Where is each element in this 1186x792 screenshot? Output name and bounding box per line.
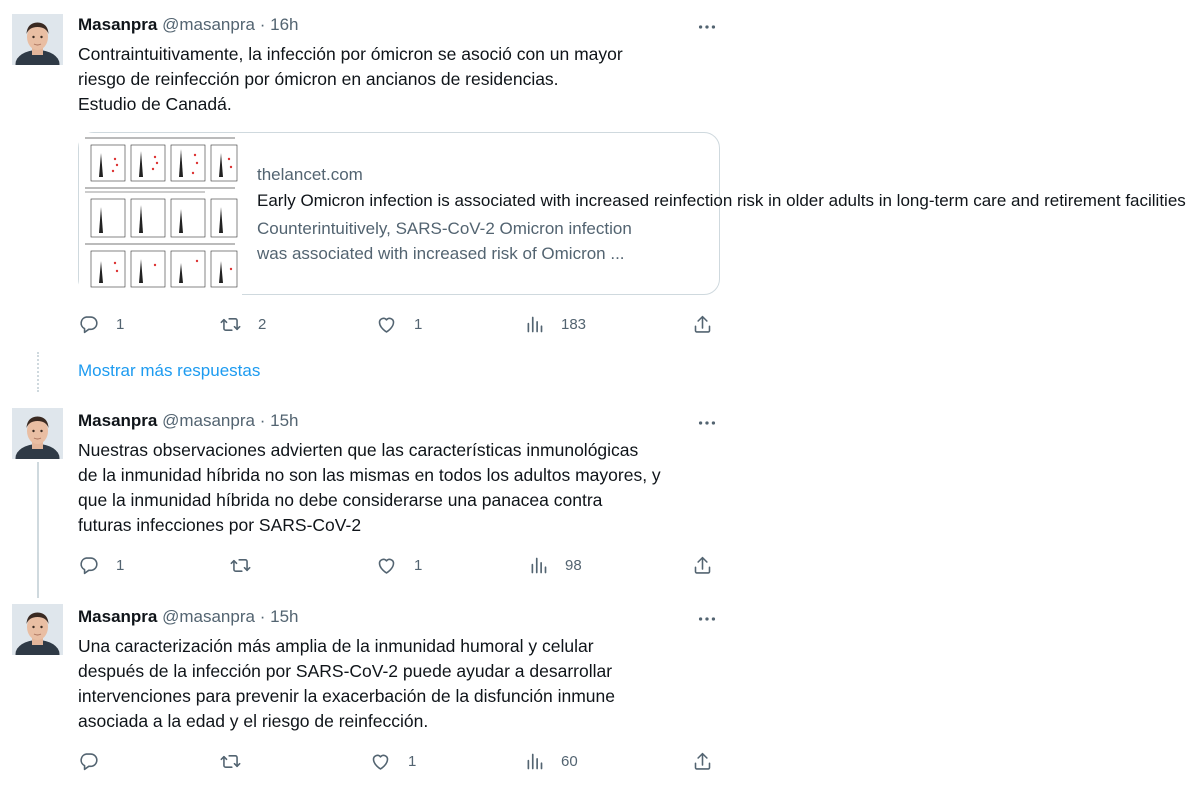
heart-icon [376, 555, 397, 576]
like-button[interactable] [376, 312, 422, 336]
retweet-button[interactable] [220, 312, 266, 336]
tweet-text-line: riesgo de reinfección por ómicron en ancianos de residencias. [78, 69, 559, 89]
card-domain: thelancet.com [257, 165, 363, 184]
views-button[interactable] [524, 312, 586, 336]
tweet-text-line: de la inmunidad híbrida no son las mismas en todos los adultos mayores, y [78, 465, 661, 485]
separator-dot: · [259, 15, 266, 34]
avatar[interactable] [12, 408, 63, 459]
share-icon [692, 751, 713, 772]
card-description-line: Counterintuitively, SARS-CoV-2 Omicron infection [257, 219, 632, 238]
author-name[interactable]: Masanpra [78, 607, 158, 626]
tweet-text-line: asociada a la edad y el riesgo de reinfección. [78, 711, 429, 731]
more-options-button[interactable] [696, 608, 718, 630]
tweet-actions [78, 749, 718, 773]
views-chart-icon [524, 314, 545, 335]
tweet-text-line: Nuestras observaciones advierten que las características inmunológicas [78, 440, 639, 460]
heart-icon [370, 751, 391, 772]
tweet-text [78, 634, 718, 734]
view-count: 183 [561, 315, 587, 333]
view-count: 98 [565, 556, 582, 574]
more-dots-icon [696, 608, 718, 630]
reply-icon [78, 314, 99, 335]
card-description [257, 216, 707, 266]
like-count: 1 [414, 556, 423, 574]
reply-count: 1 [116, 556, 125, 574]
author-name[interactable]: Masanpra [78, 15, 158, 34]
tweet-header [78, 606, 298, 628]
reply-count: 1 [116, 315, 125, 333]
article-thumbnail [79, 133, 242, 296]
author-handle[interactable]: @masanpra [162, 411, 255, 430]
tweet[interactable] [0, 0, 1186, 340]
tweet[interactable] [0, 604, 734, 784]
tweet-text-line: Una caracterización más amplia de la inmunidad humoral y celular [78, 636, 594, 656]
share-icon [692, 314, 713, 335]
views-chart-icon [528, 555, 549, 576]
like-count: 1 [414, 315, 423, 333]
retweet-icon [220, 314, 241, 335]
share-button[interactable] [692, 312, 713, 336]
reply-icon [78, 555, 99, 576]
avatar[interactable] [12, 14, 63, 65]
tweet[interactable] [0, 408, 734, 583]
tweet-actions [78, 553, 718, 577]
view-count: 60 [561, 752, 578, 770]
retweet-count: 2 [258, 315, 267, 333]
retweet-icon [220, 751, 241, 772]
tweet-text-line: futuras infecciones por SARS-CoV-2 [78, 515, 362, 535]
separator-dot: · [259, 607, 266, 626]
share-button[interactable] [692, 553, 713, 577]
tweet-text-line: que la inmunidad híbrida no debe considerarse una panacea contra [78, 490, 603, 510]
more-dots-icon [696, 412, 718, 434]
separator-dot: · [259, 411, 266, 430]
views-chart-icon [524, 751, 545, 772]
tweet-text [78, 42, 718, 117]
thread-connector-dotted [37, 352, 39, 392]
reply-button[interactable] [78, 749, 99, 773]
more-dots-icon [696, 16, 718, 38]
card-meta [257, 163, 1186, 266]
reply-icon [78, 751, 99, 772]
heart-icon [376, 314, 397, 335]
views-button[interactable] [524, 749, 578, 773]
share-button[interactable] [692, 749, 713, 773]
retweet-icon [230, 555, 251, 576]
reply-button[interactable] [78, 553, 124, 577]
share-icon [692, 555, 713, 576]
tweet-text [78, 438, 718, 538]
tweet-actions [78, 312, 718, 336]
card-description-line: was associated with increased risk of Omicron ... [257, 244, 625, 263]
link-preview-card[interactable] [78, 132, 1186, 295]
more-options-button[interactable] [696, 16, 718, 38]
author-handle[interactable]: @masanpra [162, 15, 255, 34]
tweet-text-line: después de la infección por SARS-CoV-2 puede ayudar a desarrollar [78, 661, 613, 681]
show-more-replies-link[interactable]: Mostrar más respuestas [78, 361, 261, 380]
author-handle[interactable]: @masanpra [162, 607, 255, 626]
like-button[interactable] [376, 553, 422, 577]
tweet-time[interactable]: 15h [270, 607, 299, 626]
tweet-text-line: Contraintuitivamente, la infección por ómicron se asoció con un mayor [78, 44, 623, 64]
like-count: 1 [408, 752, 417, 770]
author-name[interactable]: Masanpra [78, 411, 158, 430]
retweet-button[interactable] [230, 553, 251, 577]
tweet-time[interactable]: 16h [270, 15, 299, 34]
more-options-button[interactable] [696, 412, 718, 434]
tweet-header [78, 410, 298, 432]
card-title: Early Omicron infection is associated with increased reinfection risk in older adults in long-term care and retirement facilities [257, 191, 1186, 210]
tweet-time[interactable]: 15h [270, 411, 299, 430]
tweet-header [78, 14, 298, 36]
views-button[interactable] [528, 553, 582, 577]
reply-button[interactable] [78, 312, 124, 336]
tweet-text-line: Estudio de Canadá. [78, 94, 232, 114]
like-button[interactable] [370, 749, 416, 773]
retweet-button[interactable] [220, 749, 241, 773]
tweet-text-line: intervenciones para prevenir la exacerbación de la disfunción inmune [78, 686, 615, 706]
avatar[interactable] [12, 604, 63, 655]
